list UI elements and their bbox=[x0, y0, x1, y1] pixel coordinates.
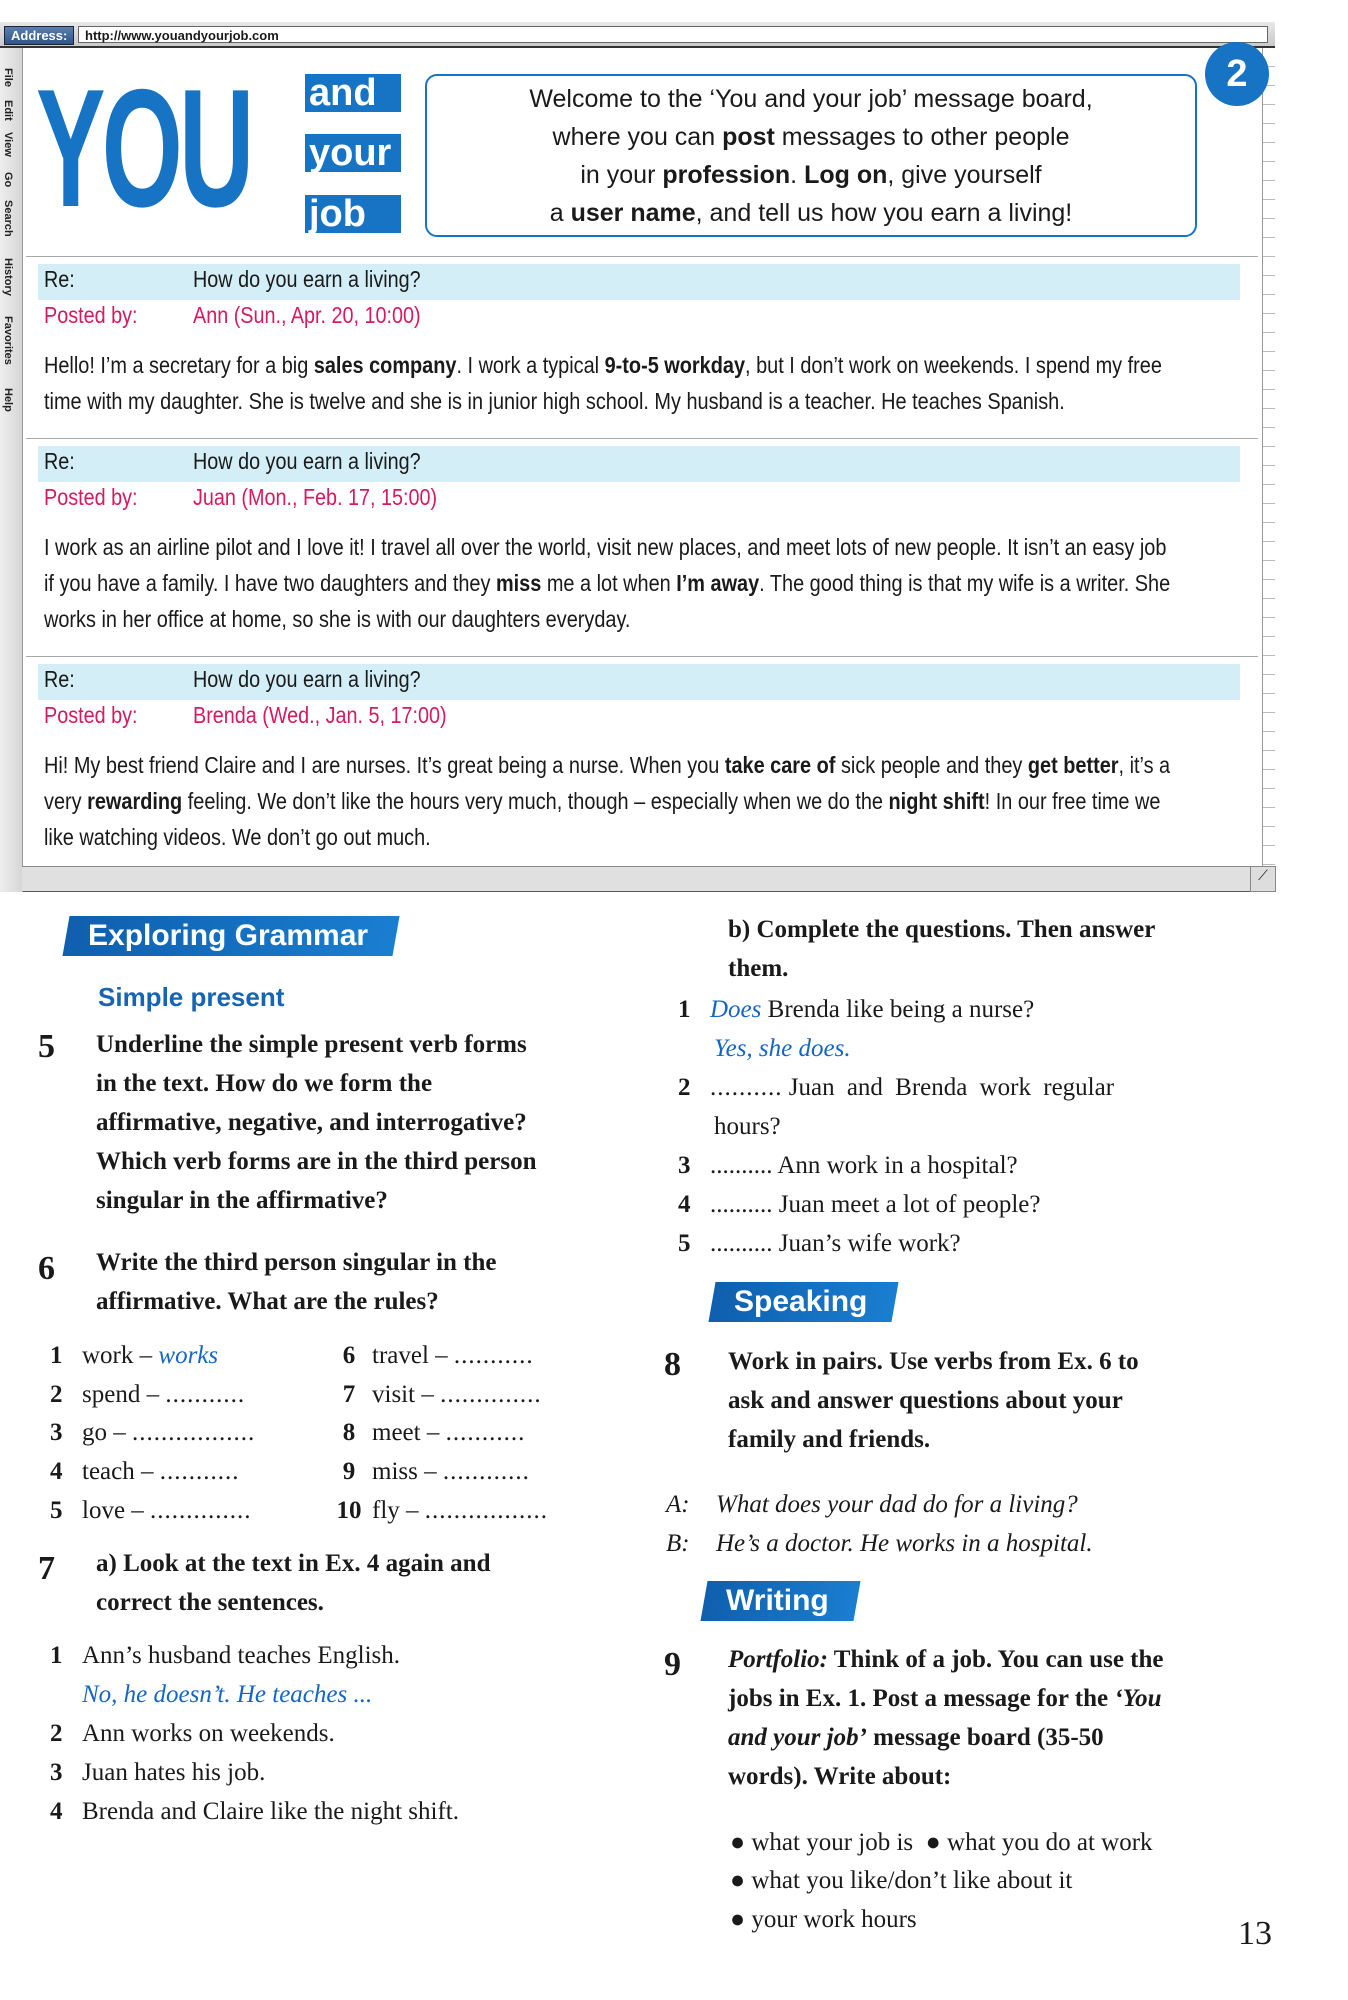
exercise-number: 9 bbox=[664, 1646, 681, 1683]
list-item: 1 Does Brenda like being a nurse? bbox=[678, 996, 1035, 1023]
list-item: 8 meet – ........... bbox=[342, 1419, 526, 1446]
list-item: 10 fly – ................. bbox=[336, 1497, 549, 1524]
exercise-7b-instruction: b) Complete the questions. Then answer them. bbox=[728, 916, 1156, 982]
logo-you: YOU bbox=[36, 54, 251, 242]
list-item: 5 .......... Juan’s wife work? bbox=[678, 1230, 961, 1257]
exercise-number: 5 bbox=[38, 1028, 55, 1065]
list-item: 3 go – ................. bbox=[50, 1419, 256, 1446]
scrollbar[interactable] bbox=[1262, 48, 1275, 868]
post-body: Hello! I’m a secretary for a big sales company. I work a typical 9-to-5 workday, but I don’t work on weekends. I spend my free time with my daughter. She is twelve and she is in junior high school. My husband is a teacher. He teaches Spanish. bbox=[44, 352, 1162, 414]
posted-by-label: Posted by: bbox=[44, 484, 138, 510]
post-body: Hi! My best friend Claire and I are nurses. It’s great being a nurse. When you take care of sick people and they get better, it’s a very rewarding feeling. We don’t like the hours very much, though – especially when we do the night shift! In our free time we like watching videos. We don’t go out much. bbox=[44, 752, 1171, 850]
simple-present-subhead: Simple present bbox=[98, 982, 285, 1012]
dialogue-line-a: A: What does your dad do for a living? bbox=[666, 1491, 1078, 1518]
logo-and: and bbox=[305, 74, 401, 112]
list-item-continued: hours? bbox=[714, 1113, 781, 1140]
url-input[interactable]: http://www.youandyourjob.com bbox=[78, 26, 1268, 43]
list-item: 7 visit – .............. bbox=[342, 1381, 542, 1408]
list-item: 3 Juan hates his job. bbox=[50, 1759, 266, 1786]
post-subject[interactable]: How do you earn a living? bbox=[193, 666, 421, 692]
resize-grip-icon[interactable]: ⟋ bbox=[1250, 866, 1276, 892]
post-re-label: Re: bbox=[44, 666, 75, 692]
menu-edit[interactable]: Edit bbox=[2, 100, 14, 121]
post-author[interactable]: Brenda (Wed., Jan. 5, 17:00) bbox=[193, 702, 447, 728]
exercise-6-instruction: Write the third person singular in the affirmative. What are the rules? bbox=[96, 1249, 497, 1315]
menu-search[interactable]: Search bbox=[2, 200, 14, 237]
post-re-label: Re: bbox=[44, 448, 75, 474]
menu-history[interactable]: History bbox=[2, 258, 14, 296]
welcome-box bbox=[425, 74, 1197, 237]
menu-help[interactable]: Help bbox=[2, 388, 14, 412]
list-item: 4 teach – ........... bbox=[50, 1458, 240, 1485]
list-item: 5 love – .............. bbox=[50, 1497, 252, 1524]
welcome-line-2: where you can post messages to other people bbox=[552, 123, 1070, 151]
bullet-item: ● what your job is ● what you do at work bbox=[730, 1829, 1153, 1856]
bullet-item: ● your work hours bbox=[730, 1906, 917, 1933]
welcome-line-1: Welcome to the ‘You and your job’ message board, bbox=[529, 85, 1093, 113]
list-item: 2 Ann works on weekends. bbox=[50, 1720, 335, 1747]
post-subject[interactable]: How do you earn a living? bbox=[193, 266, 421, 292]
list-item: 2 .......... Juan and Brenda work regular bbox=[678, 1074, 1115, 1101]
divider bbox=[26, 438, 1258, 439]
vertical-menu-bar bbox=[0, 48, 23, 892]
post-body: I work as an airline pilot and I love it! I travel all over the world, visit new places, and meet lots of new people. It isn’t an easy job if you have a family. I have two daughters and they miss me a lot when I’m away. The good thing is that my wife is a writer. She works in her office at home, so she is with our daughters everyday. bbox=[44, 534, 1171, 632]
exercise-number: 6 bbox=[38, 1250, 55, 1287]
list-item: 4 .......... Juan meet a lot of people? bbox=[678, 1191, 1041, 1218]
page-number: 13 bbox=[1238, 1915, 1272, 1952]
exercise-8-instruction: Work in pairs. Use verbs from Ex. 6 to ask and answer questions about your family and friends. bbox=[728, 1348, 1139, 1453]
divider bbox=[26, 256, 1258, 257]
writing-banner: Writing bbox=[700, 1581, 860, 1621]
post-re-label: Re: bbox=[44, 266, 75, 292]
post-author[interactable]: Ann (Sun., Apr. 20, 10:00) bbox=[193, 302, 421, 328]
exercise-number: 7 bbox=[38, 1550, 55, 1587]
logo-job: job bbox=[305, 195, 401, 233]
address-bar bbox=[0, 22, 1275, 48]
exercise-7a-instruction: a) Look at the text in Ex. 4 again and correct the sentences. bbox=[96, 1550, 491, 1616]
post-subject[interactable]: How do you earn a living? bbox=[193, 448, 421, 474]
speaking-banner: Speaking bbox=[708, 1282, 898, 1322]
list-item: 9 miss – ............ bbox=[342, 1458, 530, 1485]
list-item: 3 .......... Ann work in a hospital? bbox=[678, 1152, 1018, 1179]
menu-file[interactable]: File bbox=[2, 68, 14, 87]
logo-your: your bbox=[305, 134, 401, 172]
exercise-9-instruction: Portfolio: Think of a job. You can use the jobs in Ex. 1. Post a message for the ‘You and your job’ message board (35-50 words). Write about: bbox=[728, 1646, 1164, 1790]
menu-favorites[interactable]: Favorites bbox=[2, 316, 14, 365]
list-item: 6 travel – ........... bbox=[342, 1342, 534, 1369]
welcome-line-4: a user name, and tell us how you earn a living! bbox=[549, 199, 1073, 227]
posted-by-label: Posted by: bbox=[44, 302, 138, 328]
address-label: Address: bbox=[4, 26, 74, 45]
dialogue-line-b: B: He’s a doctor. He works in a hospital. bbox=[666, 1530, 1093, 1557]
exercise-5-instruction: Underline the simple present verb forms in the text. How do we form the affirmative, negative, and interrogative? Which verb forms are in the third person singular in the affirmative? bbox=[96, 1031, 537, 1214]
list-item: 2 spend – ........... bbox=[50, 1381, 246, 1408]
example-answer: Yes, she does. bbox=[714, 1035, 851, 1062]
menu-go[interactable]: Go bbox=[2, 172, 14, 188]
exercise-number: 8 bbox=[664, 1346, 681, 1383]
welcome-line-3: in your profession. Log on, give yourself bbox=[580, 161, 1042, 189]
status-bar bbox=[22, 866, 1272, 891]
example-answer: No, he doesn’t. He teaches ... bbox=[82, 1681, 373, 1708]
bullet-item: ● what you like/don’t like about it bbox=[730, 1867, 1073, 1894]
divider bbox=[26, 656, 1258, 657]
unit-badge: 2 bbox=[1205, 42, 1269, 106]
list-item: 1 Ann’s husband teaches English. bbox=[50, 1642, 401, 1669]
menu-view[interactable]: View bbox=[2, 132, 14, 157]
list-item: 4 Brenda and Claire like the night shift. bbox=[50, 1798, 459, 1825]
exploring-grammar-banner: Exploring Grammar bbox=[62, 916, 399, 956]
post-author[interactable]: Juan (Mon., Feb. 17, 15:00) bbox=[193, 484, 438, 510]
posted-by-label: Posted by: bbox=[44, 702, 138, 728]
list-item: 1 work – works bbox=[50, 1342, 219, 1369]
